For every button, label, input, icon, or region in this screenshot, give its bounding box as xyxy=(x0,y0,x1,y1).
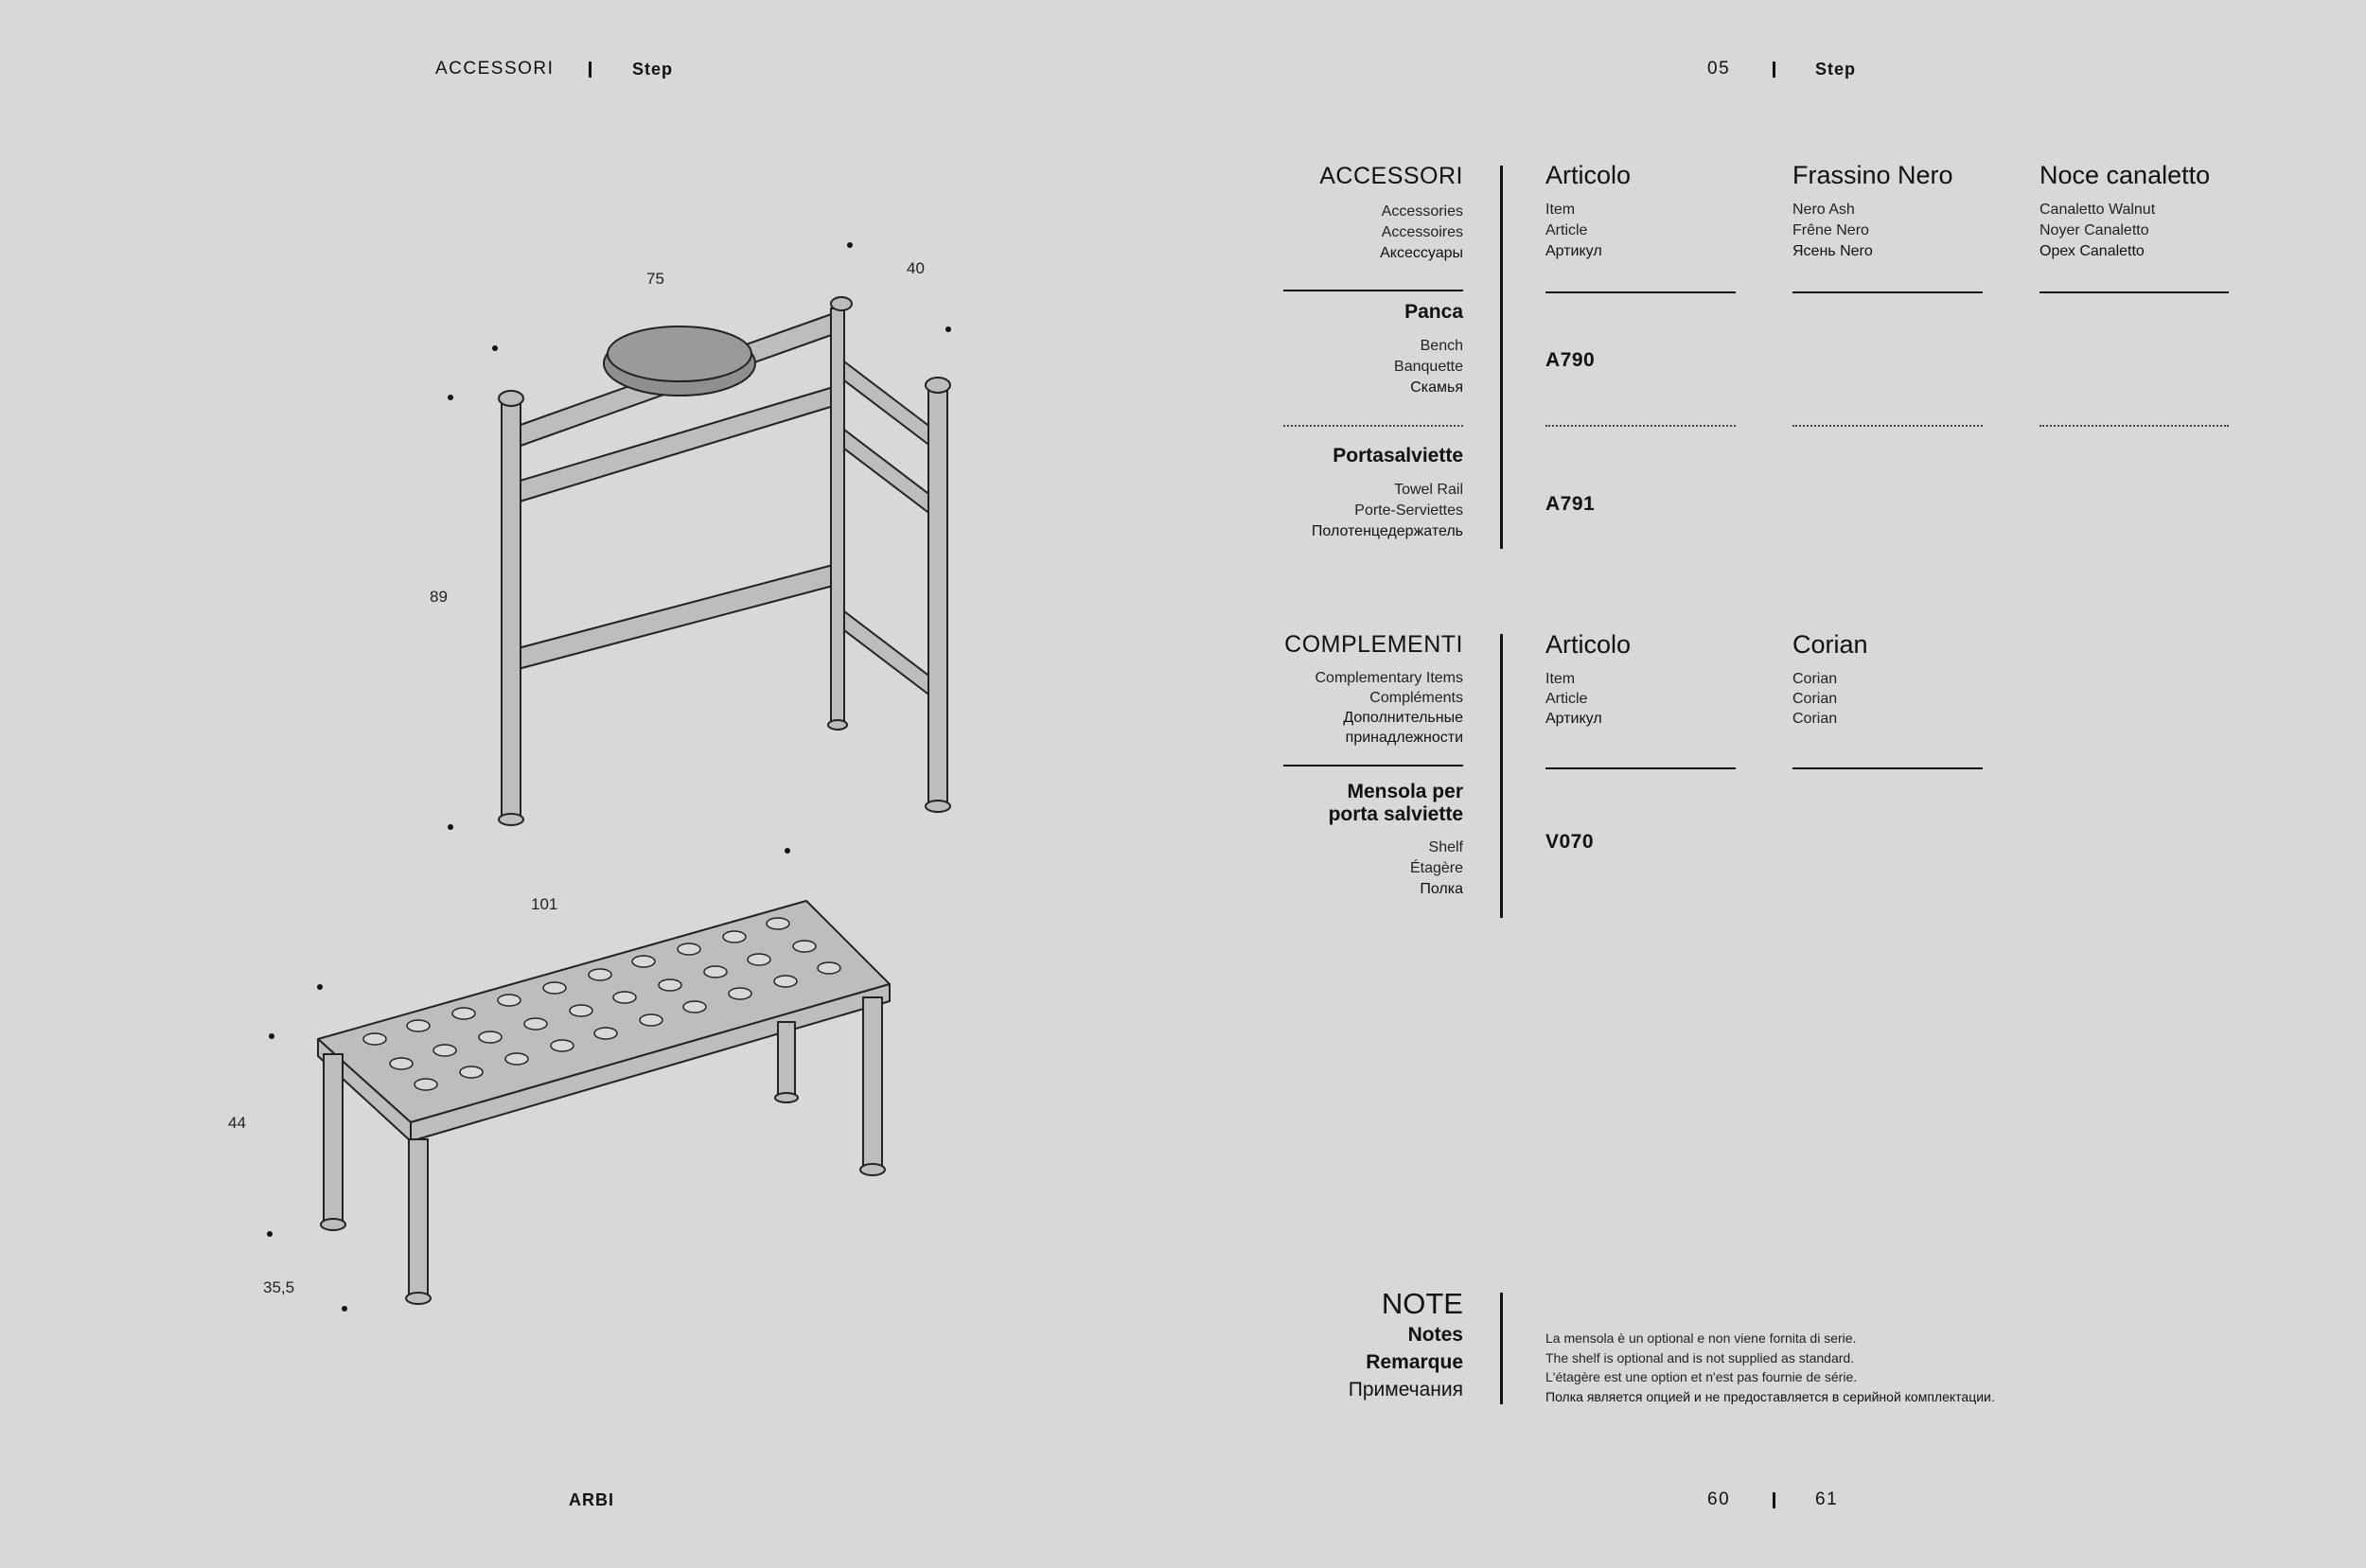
note-line-ru: Полка является опцией и не предоставляется в серийной комплектации. xyxy=(1545,1388,1995,1404)
row-name: Mensola per xyxy=(1347,781,1463,802)
dimension-dot xyxy=(342,1306,347,1312)
row-sub: Скамья xyxy=(1410,379,1463,396)
col-sub: Item xyxy=(1545,202,1576,218)
dimension-dot xyxy=(448,824,453,830)
accessori-title: ACCESSORI xyxy=(1319,163,1463,189)
accessori-divider xyxy=(1500,166,1503,549)
col-rule xyxy=(1792,767,1983,769)
row-dotted-rule xyxy=(1545,425,1736,427)
accessori-col-frassino xyxy=(1792,161,2010,262)
footer-page-right: 61 xyxy=(1815,1489,1839,1509)
dimension-dot xyxy=(847,242,853,248)
col-rule xyxy=(1792,291,1983,293)
towel-rail-width-label: 75 xyxy=(646,270,664,288)
note-title: NOTE xyxy=(1381,1287,1463,1320)
accessori-sub-en: Accessories xyxy=(1381,203,1463,220)
col-sub: Nero Ash xyxy=(1792,202,1855,218)
code-mensola: V070 xyxy=(1545,831,1595,853)
dimension-dot xyxy=(269,1033,274,1039)
complementi-rule xyxy=(1283,765,1463,766)
col-sub: Noyer Canaletto xyxy=(2039,222,2149,238)
col-title: Frassino Nero xyxy=(1792,161,1953,189)
dimension-dot xyxy=(785,848,790,854)
complementi-sub: принадлежности xyxy=(1345,730,1463,746)
row-dotted-rule xyxy=(1792,425,1983,427)
accessori-heading xyxy=(1160,163,1463,264)
bench-depth-label: 35,5 xyxy=(263,1278,295,1296)
col-sub: Орех Canaletto xyxy=(2039,243,2145,259)
header-brand-right: Step xyxy=(1815,60,1857,79)
col-title: Articolo xyxy=(1545,161,1632,189)
note-text xyxy=(1545,1329,2322,1406)
dimension-dot xyxy=(267,1231,273,1237)
note-line-it: La mensola è un optional e non viene fornita di serie. xyxy=(1545,1330,1857,1346)
towel-rail-height-label: 89 xyxy=(430,588,448,606)
complementi-col-corian xyxy=(1792,630,2010,729)
towel-rail-depth-label: 40 xyxy=(907,259,925,277)
accessori-col-noce xyxy=(2039,161,2276,262)
note-line-fr: L'étagère est une option et n'est pas fournie de série. xyxy=(1545,1369,1858,1384)
row-sub: Étagère xyxy=(1409,860,1463,876)
row-panca xyxy=(1160,301,1463,398)
row-name: Portasalviette xyxy=(1333,445,1463,467)
note-heading xyxy=(1179,1287,1463,1403)
col-title: Noce canaletto xyxy=(2039,161,2211,189)
note-line-en: The shelf is optional and is not supplied as standard. xyxy=(1545,1349,1855,1365)
row-sub: Shelf xyxy=(1428,839,1463,855)
dimension-dot xyxy=(317,984,323,990)
note-divider xyxy=(1500,1293,1503,1404)
col-sub: Ясень Nero xyxy=(1792,243,1873,259)
accessori-sub-fr: Accessoires xyxy=(1381,224,1463,240)
row-sub: Towel Rail xyxy=(1394,482,1463,498)
code-panca: A790 xyxy=(1545,349,1596,371)
col-rule xyxy=(1545,767,1736,769)
dimension-dot xyxy=(945,326,951,332)
note-sub-fr: Remarque xyxy=(1366,1351,1463,1373)
col-sub: Артикул xyxy=(1545,711,1602,727)
col-sub: Article xyxy=(1545,222,1588,238)
row-name: Panca xyxy=(1404,301,1463,323)
row-sub: Banquette xyxy=(1394,359,1463,375)
row-sub: Полка xyxy=(1420,881,1463,897)
towel-rail-drawing xyxy=(0,0,1041,1419)
accessori-rule xyxy=(1283,290,1463,291)
row-name: porta salviette xyxy=(1328,803,1463,825)
row-dotted-rule xyxy=(2039,425,2229,427)
col-sub: Canaletto Walnut xyxy=(2039,202,2156,218)
complementi-sub: Compléments xyxy=(1369,690,1463,706)
col-title: Articolo xyxy=(1545,630,1632,659)
header-section-label: ACCESSORI xyxy=(435,59,555,79)
footer-page-left: 60 xyxy=(1707,1489,1731,1509)
col-sub: Article xyxy=(1545,691,1588,707)
col-sub: Corian xyxy=(1792,691,1838,707)
header-chapter-number: 05 xyxy=(1707,59,1731,79)
col-rule xyxy=(2039,291,2229,293)
footer-brand: ARBI xyxy=(569,1490,614,1509)
row-sub: Полотенцедержатель xyxy=(1311,523,1463,539)
col-sub: Frêne Nero xyxy=(1792,222,1869,238)
note-sub-en: Notes xyxy=(1407,1324,1463,1346)
bench-height-label: 44 xyxy=(228,1114,246,1132)
row-sub: Porte-Serviettes xyxy=(1354,502,1463,519)
complementi-heading xyxy=(1141,631,1463,748)
row-portasalviette xyxy=(1160,445,1463,542)
complementi-title: COMPLEMENTI xyxy=(1284,631,1463,658)
accessori-col-articolo xyxy=(1545,161,1763,262)
header-separator xyxy=(1773,62,1775,78)
complementi-col-articolo xyxy=(1545,630,1763,729)
code-portasalviette: A791 xyxy=(1545,493,1596,515)
dimension-dot xyxy=(492,345,498,351)
col-sub: Item xyxy=(1545,671,1576,687)
note-sub-ru: Примечания xyxy=(1348,1379,1463,1401)
col-title: Corian xyxy=(1792,630,1868,659)
complementi-divider xyxy=(1500,634,1503,918)
complementi-sub: Дополнительные xyxy=(1343,710,1463,726)
col-sub: Corian xyxy=(1792,711,1838,727)
col-rule xyxy=(1545,291,1736,293)
header-brand-left: Step xyxy=(632,60,674,79)
col-sub: Corian xyxy=(1792,671,1838,687)
row-sub: Bench xyxy=(1420,338,1463,354)
bench-width-label: 101 xyxy=(531,895,558,913)
row-dotted-rule xyxy=(1283,425,1463,427)
accessori-sub-ru: Аксессуары xyxy=(1380,245,1463,261)
footer-separator xyxy=(1773,1492,1775,1508)
dimension-dot xyxy=(448,395,453,400)
row-mensola xyxy=(1141,781,1463,900)
col-sub: Артикул xyxy=(1545,243,1602,259)
complementi-sub: Complementary Items xyxy=(1315,670,1463,686)
